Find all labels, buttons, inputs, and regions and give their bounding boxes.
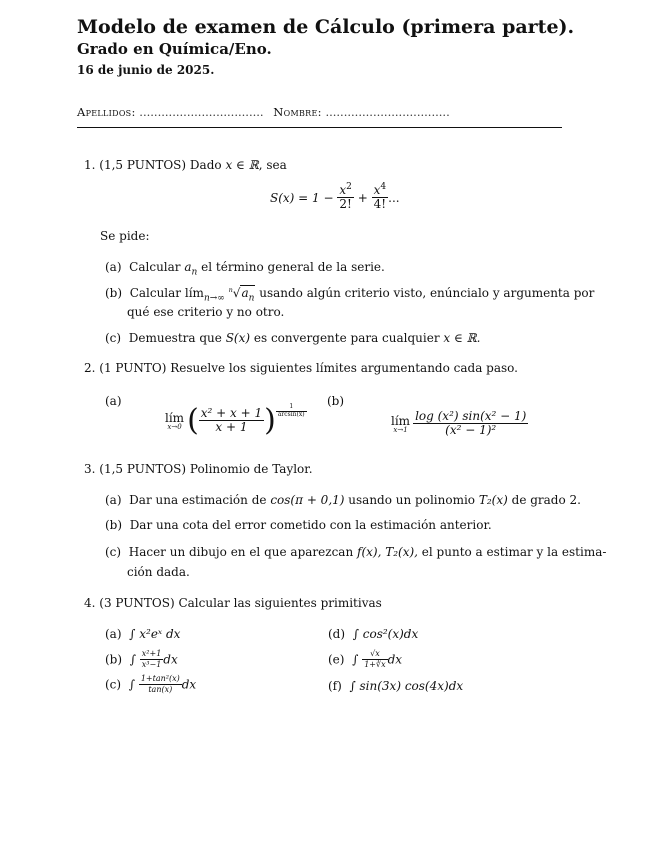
q3-a-text-1: Dar una estimación de <box>129 493 267 507</box>
q4-c-integral: ∫ <box>128 677 135 692</box>
q1-sea: , sea <box>258 158 287 172</box>
q3-text: Polinomio de Taylor. <box>189 462 313 476</box>
q2-limit-a: lím x→0 ( $\frac{\text{x² + x + 1}}{x + 1}$ ) $\frac{1}{\arcsin(x)}$ <box>165 403 305 438</box>
q3-item-b <box>105 518 492 532</box>
q4-e-num: √x <box>362 650 387 660</box>
q4-c-dx: dx <box>181 677 197 692</box>
q4-b-num: x²+1 <box>141 649 162 658</box>
q3-c-text-1: Hacer un dibujo en el que aparezcan <box>128 545 354 559</box>
q4-number: 4. <box>84 596 96 610</box>
q3-item-a <box>105 493 581 507</box>
q4-statement <box>84 596 382 610</box>
q4-item-e <box>328 650 402 669</box>
q1-a-text-2: el término general de la serie. <box>201 260 385 274</box>
q1-intro: Dado <box>189 158 222 172</box>
q4-e-integral: ∫ <box>352 652 359 667</box>
q1-c-text-3: x ∈ ℝ. <box>443 331 481 345</box>
q4-item-c <box>105 675 196 694</box>
q1-x-in-r: x ∈ ℝ <box>225 158 259 172</box>
q2-text: Resuelve los siguientes límites argumentando cada paso. <box>170 361 518 375</box>
q4-c-num: 1+tan²(x) <box>140 674 180 683</box>
q1-b-lim: lím <box>184 286 204 300</box>
q1-a-text-1: Calcular <box>129 260 181 274</box>
q1-number: 1. <box>84 158 96 172</box>
q1-b-text-3: qué ese criterio y no otro. <box>127 305 285 319</box>
q4-text: Calcular las siguientes primitivas <box>178 596 382 610</box>
apellidos-label: Apellidos: <box>77 105 136 119</box>
q2-a-den: x + 1 <box>215 420 248 435</box>
q4-item-f <box>328 679 463 693</box>
q1-formula-lhs: S(x) = 1 − <box>270 191 334 205</box>
q1-term-x2: $\frac{x^2}{2!}$ <box>339 182 352 212</box>
nombre-label: Nombre: <box>273 105 322 119</box>
q3-a-t2: T₂(x) <box>478 493 508 507</box>
q4-points: (3 PUNTOS) <box>99 596 175 610</box>
q4-f-expr: ∫ sin(3x) cos(4x)dx <box>349 679 464 693</box>
q1-c-text-2: es convergente para cualquier <box>253 331 440 345</box>
q1-c-label: (c) <box>105 331 122 345</box>
q4-c-label: (c) <box>105 677 122 692</box>
q1-formula-tail: ... <box>388 191 400 205</box>
q1-b-root: $√a_n$ <box>232 286 255 304</box>
q2-a-num: x² + x + 1 <box>200 406 263 420</box>
q4-b-dx: dx <box>163 652 178 667</box>
q1-item-b <box>105 286 595 304</box>
header-divider <box>77 127 562 128</box>
student-name-line <box>77 105 562 119</box>
q1-b-text-2: usando algún criterio visto, enúncialo y argumenta por <box>259 286 595 300</box>
q1-se-pide: Se pide: <box>100 229 150 243</box>
q3-a-text-2: usando un polinomio <box>348 493 476 507</box>
q2-a-exp-num: 1 <box>276 404 307 412</box>
exam-title: Modelo de examen de Cálculo (primera parte). <box>77 16 575 38</box>
q4-a-expr: ∫ x²eˣ dx <box>129 627 181 641</box>
exam-subtitle: Grado en Química/Eno. <box>77 40 272 58</box>
q1-statement <box>84 158 287 172</box>
q3-number: 3. <box>84 462 96 476</box>
q4-e-den: 1+∛x <box>364 659 386 669</box>
q2-b-num: log (x²) sin(x² − 1) <box>415 409 527 423</box>
q4-b-den: x³−1 <box>141 659 162 669</box>
q2-b-label: (b) <box>327 394 345 408</box>
q4-b-fraction <box>140 650 164 669</box>
q3-c-text-2: el punto a estimar y la estima- <box>421 545 607 559</box>
q2-a-label: (a) <box>105 394 122 408</box>
q1-c-text-1: Demuestra que <box>128 331 222 345</box>
q4-c-fraction <box>139 675 182 694</box>
q3-b-label: (b) <box>105 518 123 532</box>
q1-a-label: (a) <box>105 260 122 274</box>
q1-points: (1,5 PUNTOS) <box>99 158 187 172</box>
q1-a-an: a <box>184 260 192 274</box>
q1-b-root-index: n <box>228 286 233 294</box>
q3-a-label: (a) <box>105 493 122 507</box>
q2-a-lim: lím <box>165 410 185 425</box>
q4-b-integral: ∫ <box>129 652 136 667</box>
q1-b-label: (b) <box>105 286 123 300</box>
q1-b-lim-sub: n→∞ <box>203 293 225 304</box>
q1-item-c <box>105 331 480 345</box>
q4-item-a <box>105 627 180 641</box>
q3-c-label: (c) <box>105 545 122 559</box>
q4-e-fraction <box>362 650 387 669</box>
q2-a-exponent <box>276 404 307 419</box>
q2-a-fraction <box>199 407 264 435</box>
q4-f-label: (f) <box>328 679 342 693</box>
q2-limit-b <box>391 410 528 438</box>
q3-c-text-3: ción dada. <box>127 565 190 579</box>
q4-b-label: (b) <box>105 652 123 667</box>
q1-item-a <box>105 260 385 278</box>
q2-a-lim-sub: x→0 <box>167 422 182 431</box>
q4-item-d <box>328 627 418 641</box>
q4-e-label: (e) <box>328 652 345 667</box>
q2-a-exp-den: arcsin(x) <box>277 410 305 418</box>
apellidos-dots: .................................. <box>139 105 264 119</box>
q2-points: (1 PUNTO) <box>99 361 167 375</box>
q2-b-lim: lím <box>391 413 411 428</box>
q4-e-dx: dx <box>387 652 403 667</box>
q4-d-label: (d) <box>328 627 346 641</box>
q2-number: 2. <box>84 361 96 375</box>
q1-series-formula: S(x) = 1 − $\frac{x^2}{2!}$ + $\frac{x^4}{4!}$ ... <box>270 182 400 212</box>
q4-item-b <box>105 650 178 669</box>
q2-b-lim-sub: x→1 <box>393 425 408 434</box>
exam-date: 16 de junio de 2025. <box>77 63 215 77</box>
q3-statement <box>84 462 313 476</box>
q3-a-expr: cos(π + 0,1) <box>270 493 345 507</box>
q3-points: (1,5 PUNTOS) <box>99 462 187 476</box>
q1-b-text-1: Calcular <box>129 286 182 300</box>
q1-a-sub: n <box>191 267 198 278</box>
q1-term-x4: $\frac{x^4}{4!}$ <box>373 182 387 212</box>
q4-a-label: (a) <box>105 627 122 641</box>
q3-a-text-3: de grado 2. <box>511 493 581 507</box>
q4-d-expr: ∫ cos²(x)dx <box>352 627 419 641</box>
q3-b-text: Dar una cota del error cometido con la estimación anterior. <box>129 518 492 532</box>
q2-statement <box>84 361 518 375</box>
q3-c-fx: f(x), T₂(x), <box>357 545 418 559</box>
q2-b-den: (x² − 1)² <box>445 423 497 438</box>
q1-c-sx: S(x) <box>225 331 251 345</box>
q2-b-fraction <box>413 410 528 438</box>
q4-c-den: tan(x) <box>148 684 173 694</box>
q3-item-c <box>105 545 606 559</box>
nombre-dots: .................................. <box>325 105 450 119</box>
